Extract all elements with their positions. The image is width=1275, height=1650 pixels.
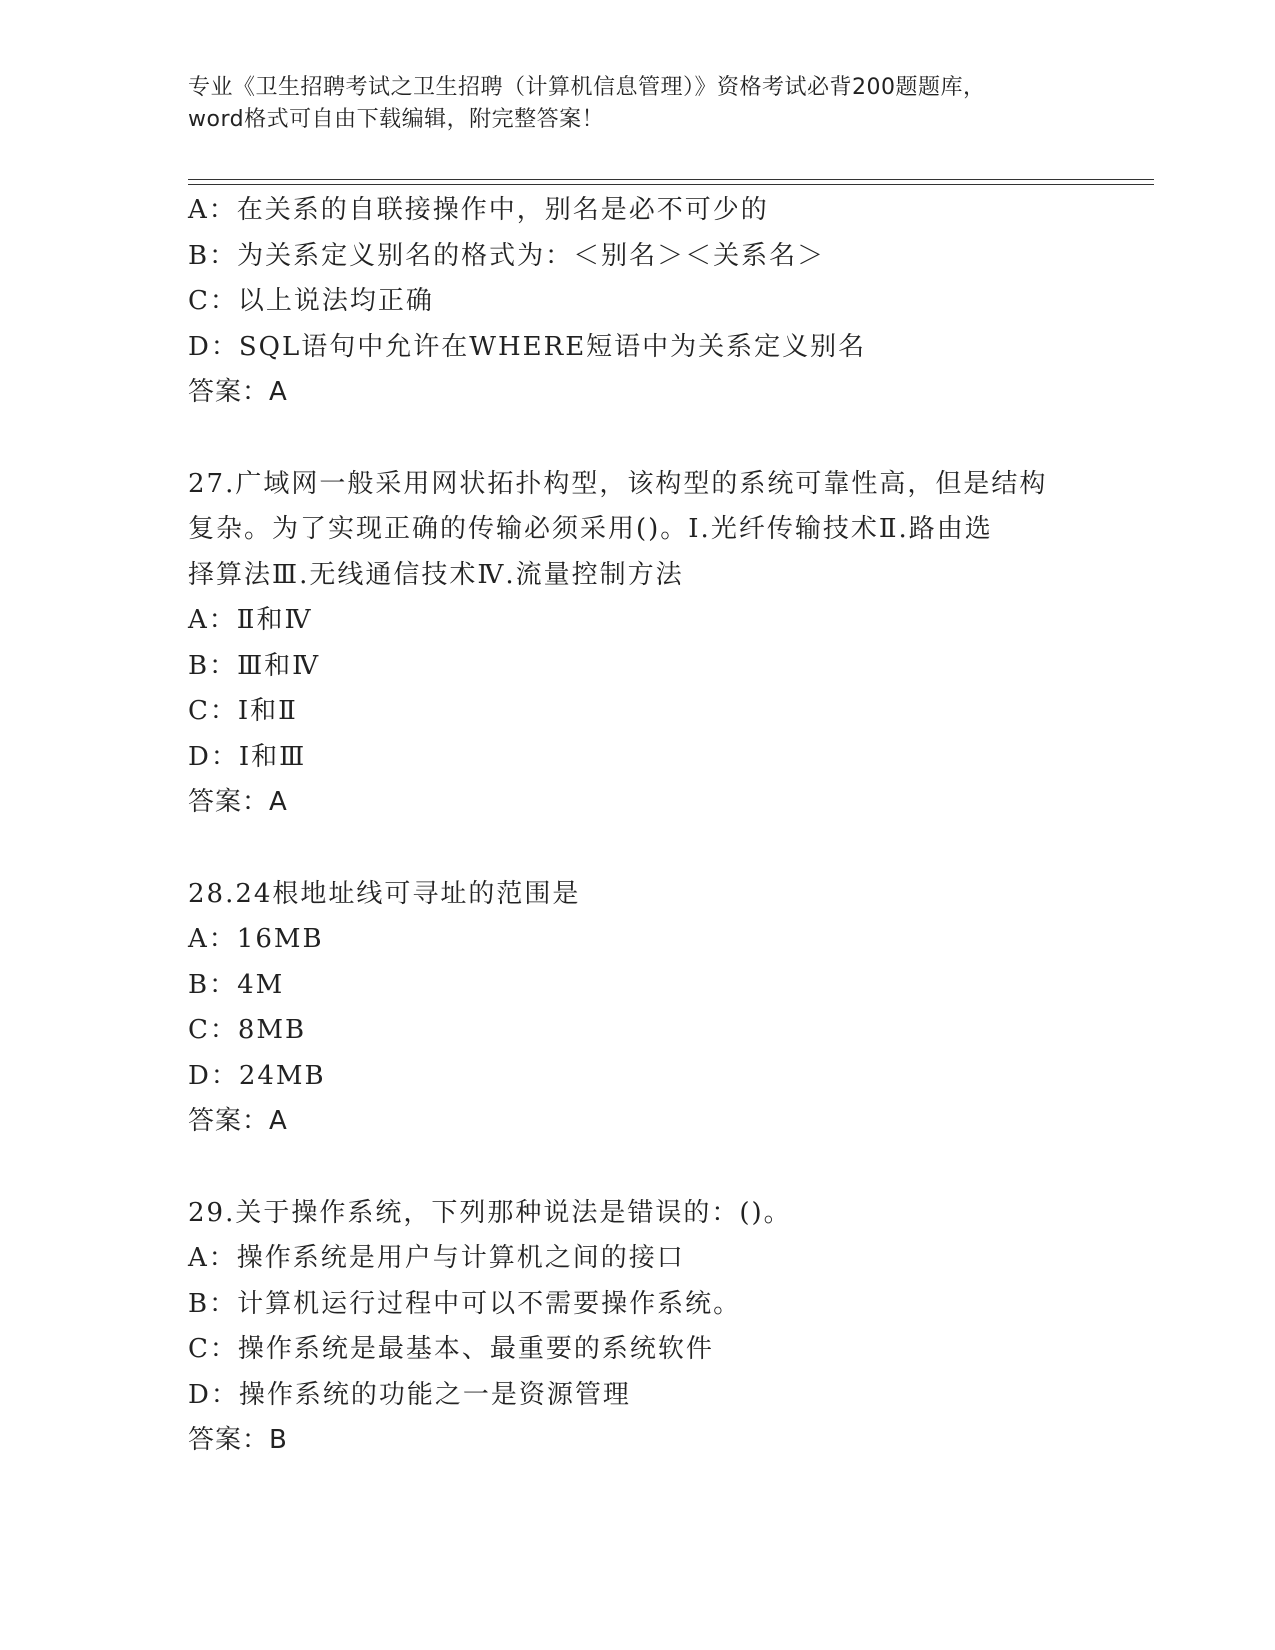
question-stem <box>188 1191 1088 1237</box>
answer: 答案：A <box>188 377 288 407</box>
option-a: A：16MB <box>188 924 324 954</box>
question-stem <box>188 462 1088 599</box>
question-list <box>188 188 1088 1464</box>
option-b: B：为关系定义别名的格式为：＜别名＞＜关系名＞ <box>188 240 826 271</box>
option-c: C：操作系统是最基本、最重要的系统软件 <box>188 1334 714 1364</box>
option-d: D：操作系统的功能之一是资源管理 <box>188 1379 631 1410</box>
question-29 <box>188 1191 1088 1464</box>
option-d: D：SQL语句中允许在WHERE短语中为关系定义别名 <box>188 331 867 362</box>
question-stem <box>188 872 1088 918</box>
stem-line: 28.24根地址线可寻址的范围是 <box>188 878 581 909</box>
option-d: D：24MB <box>188 1060 326 1091</box>
stem-line: 择算法Ⅲ.无线通信技术Ⅳ.流量控制方法 <box>188 559 684 590</box>
header-line-1: 专业《卫生招聘考试之卫生招聘（计算机信息管理）》资格考试必背200题题库， <box>188 75 986 100</box>
answer: 答案：B <box>188 1425 288 1455</box>
question-26-continued <box>188 188 1088 416</box>
option-d: D：Ⅰ和Ⅲ <box>188 741 307 772</box>
header-line-2: word格式可自由下载编辑，附完整答案！ <box>188 107 605 132</box>
stem-line: 29.关于操作系统，下列那种说法是错误的：()。 <box>188 1197 792 1228</box>
answer: 答案：A <box>188 787 288 817</box>
stem-line: 27.广域网一般采用网状拓扑构型，该构型的系统可靠性高，但是结构 <box>188 468 1048 499</box>
option-c: C：以上说法均正确 <box>188 286 434 316</box>
answer: 答案：A <box>188 1106 288 1136</box>
option-a: A：Ⅱ和Ⅳ <box>188 605 313 635</box>
option-c: C：Ⅰ和Ⅱ <box>188 696 298 726</box>
stem-line: 复杂。为了实现正确的传输必须采用()。Ⅰ.光纤传输技术Ⅱ.路由选 <box>188 514 993 544</box>
header-divider-bottom <box>188 184 1154 185</box>
option-a: A：在关系的自联接操作中，别名是必不可少的 <box>188 195 769 225</box>
header-divider-top <box>188 179 1154 180</box>
option-a: A：操作系统是用户与计算机之间的接口 <box>188 1243 685 1273</box>
option-b: B：计算机运行过程中可以不需要操作系统。 <box>188 1288 742 1319</box>
option-b: B：4M <box>188 969 285 1000</box>
question-28 <box>188 872 1088 1145</box>
document-header <box>188 72 1088 136</box>
question-27 <box>188 462 1088 826</box>
option-c: C：8MB <box>188 1015 307 1045</box>
option-b: B：Ⅲ和Ⅳ <box>188 650 321 681</box>
